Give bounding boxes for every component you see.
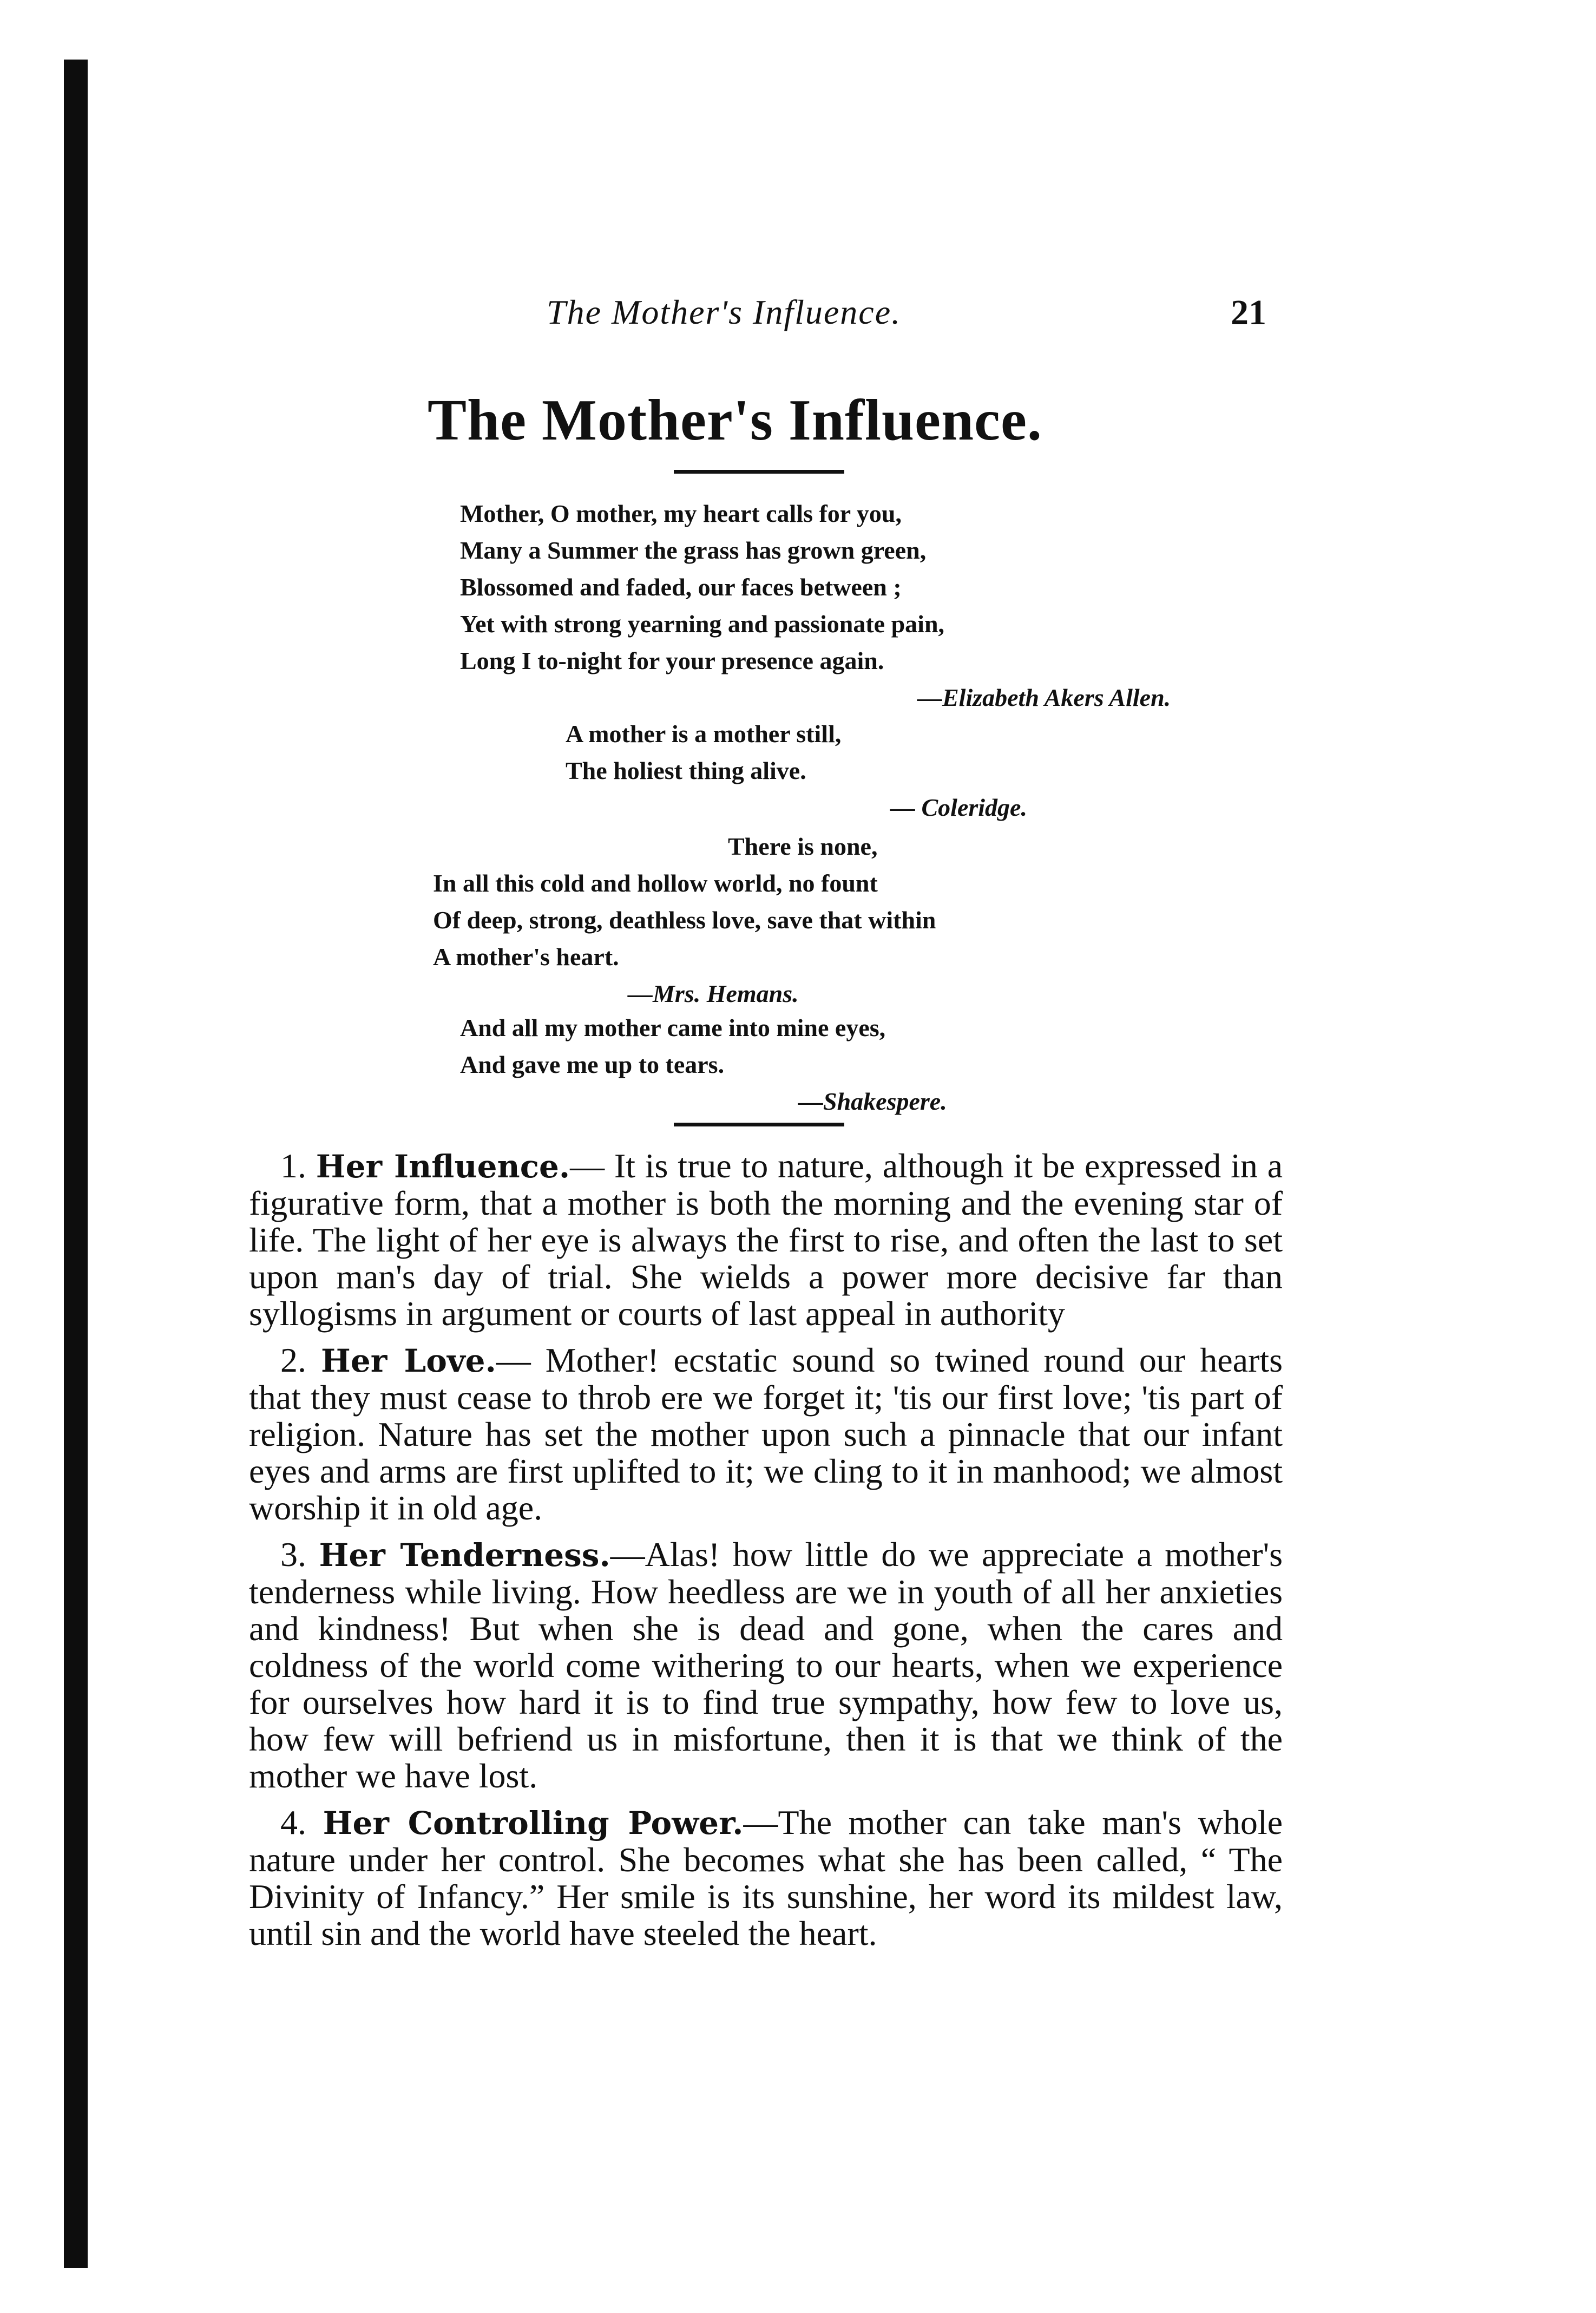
paragraph-number: 1. (280, 1146, 306, 1185)
running-title: The Mother's Influence. (547, 293, 902, 331)
paragraph-heading: Her Controlling Power. (323, 1805, 744, 1842)
binding-edge (64, 60, 88, 2268)
paragraph-heading: Her Tenderness. (319, 1537, 610, 1574)
paragraph-influence (249, 1148, 1283, 1332)
paragraph-text: —The mother can take man's whole nature under her control. She becomes what she has been called, “ The Divinity of Infancy.” Her smile is its sunshine, her word its mildest law, until sin and the world have steeled the heart. (249, 1803, 1283, 1952)
paragraph-number: 4. (280, 1803, 306, 1842)
poem-line: Mother, O mother, my heart calls for you, (460, 500, 902, 527)
paragraph-controlling-power (249, 1804, 1283, 1952)
poem-line: The holiest thing alive. (566, 757, 806, 784)
paragraph-text: —Alas! how little do we appreciate a mother's tenderness while living. How heedless are we in youth of all her anxieties and kindness! But when she is dead and gone, when the cares and coldness of the world come withering to our hearts, when we experience for ourselves how hard it is to find true sympathy, how few to love us, how few will befriend us in misfortune, then it is that we think of the mother we have lost. (249, 1535, 1283, 1795)
page-header (547, 292, 1266, 341)
poem-line: In all this cold and hollow world, no fount (433, 869, 878, 897)
epigraph-shakespeare (460, 1010, 947, 1120)
poem-line: And gave me up to tears. (460, 1051, 725, 1078)
paragraph-text: — It is true to nature, although it be expressed in a figurative form, that a mother is both the morning and the evening star of life. The light of her eye is always the first to rise, and often the last to set upon man's day of trial. She wields a power more decisive far than syllogisms in argument or courts of last appeal in authority (249, 1146, 1283, 1333)
paragraph-text: — Mother! ecstatic sound so twined round our hearts that they must cease to throb ere we forget it; 'tis our first love; 'tis part of religion. Nature has set the mother upon such a pinnacle that our infant eyes and arms are first uplifted to it; we cling to it in manhood; we almost worship it in old age. (249, 1341, 1283, 1527)
poem-line: Yet with strong yearning and passionate pain, (460, 610, 945, 638)
poem-attribution: —Elizabeth Akers Allen. (917, 684, 1171, 711)
epigraph-allen (460, 495, 1171, 716)
chapter-title: The Mother's Influence. (428, 388, 1042, 453)
poem-line: Many a Summer the grass has grown green, (460, 536, 927, 564)
poem-attribution: — Coleridge. (890, 794, 1027, 821)
paragraph-heading: Her Love. (321, 1342, 496, 1379)
paragraph-tenderness (249, 1536, 1283, 1794)
poem-attribution: —Mrs. Hemans. (628, 980, 799, 1007)
body-text (249, 1148, 1283, 1962)
paragraph-number: 3. (280, 1535, 306, 1574)
paragraph-heading: Her Influence. (316, 1148, 570, 1185)
poem-line: Of deep, strong, deathless love, save that within (433, 906, 936, 934)
poem-line: Blossomed and faded, our faces between ; (460, 573, 902, 601)
poem-attribution: —Shakespere. (798, 1087, 947, 1115)
poem-line: A mother is a mother still, (566, 720, 842, 748)
poem-line: Long I to-night for your presence again. (460, 647, 884, 674)
epigraph-coleridge (566, 716, 1027, 826)
poem-line: There is none, (728, 833, 878, 860)
paragraph-number: 2. (280, 1341, 306, 1379)
poem-line: And all my mother came into mine eyes, (460, 1014, 886, 1041)
paragraph-love (249, 1342, 1283, 1526)
poem-line: A mother's heart. (433, 943, 619, 971)
page-number: 21 (1231, 293, 1266, 332)
section-rule (674, 1123, 844, 1126)
epigraph-hemans (433, 828, 936, 1012)
title-rule (674, 470, 844, 474)
